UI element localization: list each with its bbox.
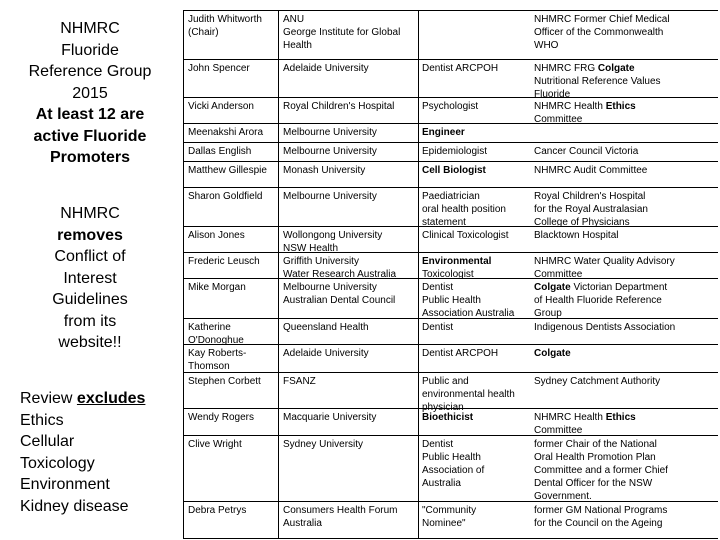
- cell-text-line: Wendy Rogers: [188, 412, 254, 423]
- cell-text-line: NHMRC Water Quality Advisory: [534, 256, 675, 267]
- member-name-cell: [188, 438, 274, 451]
- heading-line: NHMRC: [60, 20, 120, 37]
- cell-text-line: Mike Morgan: [188, 282, 246, 293]
- cell-text-line: "Community: [422, 505, 477, 516]
- cell-text-line: Psychologist: [422, 101, 479, 112]
- excluded-item: Cellular: [20, 433, 75, 450]
- cell-text-line: Dental Officer for the NSW: [534, 478, 653, 489]
- cell-text-line: Melbourne University: [283, 282, 377, 293]
- reference-group-heading: [0, 18, 180, 169]
- cell-text-line: Environmental: [422, 256, 492, 267]
- cell-text-line: Association of: [422, 465, 485, 476]
- cell-text-line: NHMRC FRG Colgate: [534, 63, 635, 74]
- cell-text-line: Sydney University: [283, 439, 364, 450]
- cell-text-line: Bioethicist: [422, 412, 474, 423]
- cell-text-line: Indigenous Dentists Association: [534, 322, 676, 333]
- institution-cell: [283, 190, 418, 203]
- cell-text-line: Engineer: [422, 127, 465, 138]
- affiliation-cell: [534, 375, 717, 388]
- table-row: [183, 97, 718, 123]
- affiliation-cell: [534, 145, 717, 158]
- cell-text-line: Committee: [534, 269, 583, 280]
- cell-text-line: Dentist: [422, 322, 454, 333]
- cell-text-line: Public and: [422, 376, 469, 387]
- table-row: [183, 10, 718, 59]
- table-row: [183, 372, 718, 413]
- review-word: Review: [20, 390, 73, 407]
- cell-text-line: oral health position: [422, 204, 506, 215]
- institution-cell: [283, 145, 418, 158]
- cell-text-line: Public Health: [422, 452, 481, 463]
- heading-bold-line: Promoters: [49, 149, 131, 166]
- excludes-word: excludes: [76, 390, 146, 407]
- note-line: website!!: [58, 334, 122, 351]
- excluded-item: Environment: [20, 476, 110, 493]
- profession-cell: [422, 62, 529, 75]
- note-line: Conflict of: [54, 248, 126, 265]
- institution-cell: [283, 321, 418, 334]
- row-divider: [183, 538, 718, 539]
- member-name-cell: [188, 62, 274, 75]
- institution-cell: [283, 347, 418, 360]
- cell-text-line: statement: [422, 217, 466, 228]
- institution-cell: [283, 62, 418, 75]
- member-name-cell: [188, 164, 274, 177]
- cell-text-line: Health: [283, 40, 312, 51]
- cell-text-line: Government.: [534, 491, 592, 502]
- cell-text-line: Dentist: [422, 439, 454, 450]
- note-line: from its: [63, 312, 117, 330]
- cell-text-line: Fluoride: [534, 89, 571, 100]
- review-excludes-line: [20, 388, 180, 410]
- institution-cell: [283, 438, 418, 451]
- cell-text-line: former Chair of the National: [534, 439, 657, 450]
- profession-cell: [422, 411, 529, 424]
- affiliation-cell: [534, 13, 717, 52]
- cell-text-line: NHMRC Health Ethics: [534, 101, 636, 112]
- institution-cell: [283, 504, 418, 530]
- cell-text-line: Thomson: [188, 361, 230, 372]
- cell-text-line: Officer of the Commonwealth: [534, 27, 664, 38]
- institution-cell: [283, 126, 418, 139]
- table-row: [183, 161, 718, 187]
- cell-text-line: Committee and a former Chief: [534, 465, 668, 476]
- cell-text-line: Meenakshi Arora: [188, 127, 264, 138]
- cell-text-line: environmental health: [422, 389, 515, 400]
- cell-text-line: Committee: [534, 114, 583, 125]
- cell-text-line: Queensland Health: [283, 322, 369, 333]
- note-line: Guidelines: [52, 291, 128, 308]
- table-row: [183, 187, 718, 226]
- members-table: [183, 10, 718, 538]
- member-name-cell: [188, 145, 274, 158]
- cell-text-line: Melbourne University: [283, 146, 377, 157]
- profession-cell: [422, 100, 529, 113]
- profession-cell: [422, 347, 529, 360]
- cell-text-line: Group: [534, 308, 562, 319]
- table-row: [183, 408, 718, 435]
- cell-text-line: former GM National Programs: [534, 505, 668, 516]
- cell-text-line: Debra Petrys: [188, 505, 247, 516]
- cell-text-line: Royal Children's Hospital: [534, 191, 646, 202]
- affiliation-cell: [534, 190, 717, 229]
- cell-text-line: for the Council on the Ageing: [534, 518, 663, 529]
- affiliation-cell: [534, 281, 717, 320]
- cell-text-line: Water Research Australia: [283, 269, 397, 280]
- cell-text-line: (Chair): [188, 27, 219, 38]
- cell-text-line: Kay Roberts-: [188, 348, 247, 359]
- cell-text-line: Nominee": [422, 518, 466, 529]
- profession-cell: [422, 438, 529, 490]
- table-row: [183, 344, 718, 372]
- institution-cell: [283, 164, 418, 177]
- cell-text-line: Australia: [283, 518, 322, 529]
- cell-text-line: Nutritional Reference Values: [534, 76, 661, 87]
- cell-text-line: Stephen Corbett: [188, 376, 261, 387]
- cell-text-line: Clinical Toxicologist: [422, 230, 509, 241]
- cell-text-line: Sydney Catchment Authority: [534, 376, 661, 387]
- heading-line: Fluoride: [61, 41, 119, 59]
- table-row: [183, 435, 718, 501]
- cell-text-line: Oral Health Promotion Plan: [534, 452, 656, 463]
- profession-cell: [422, 281, 529, 320]
- institution-cell: [283, 13, 418, 52]
- table-row: [183, 278, 718, 318]
- table-row: [183, 142, 718, 161]
- heading-bold-line: At least 12 are: [35, 106, 145, 123]
- profession-cell: [422, 126, 529, 139]
- member-name-cell: [188, 411, 274, 424]
- member-name-cell: [188, 229, 274, 242]
- cell-text-line: George Institute for Global: [283, 27, 401, 38]
- cell-text-line: NHMRC Audit Committee: [534, 165, 648, 176]
- cell-text-line: Australian Dental Council: [283, 295, 396, 306]
- heading-bold-line: active Fluoride: [33, 127, 147, 145]
- conflict-of-interest-note: [0, 203, 180, 354]
- cell-text-line: Dentist ARCPOH: [422, 63, 499, 74]
- table-row: [183, 501, 718, 538]
- member-name-cell: [188, 126, 274, 139]
- affiliation-cell: [534, 62, 717, 101]
- cell-text-line: Public Health: [422, 295, 481, 306]
- note-line: NHMRC: [60, 205, 120, 222]
- institution-cell: [283, 375, 418, 388]
- profession-cell: [422, 164, 529, 177]
- cell-text-line: Royal Children's Hospital: [283, 101, 395, 112]
- affiliation-cell: [534, 164, 717, 177]
- cell-text-line: Adelaide University: [283, 63, 369, 74]
- cell-text-line: Melbourne University: [283, 191, 377, 202]
- affiliation-cell: [534, 229, 717, 242]
- cell-text-line: Paediatrician: [422, 191, 480, 202]
- cell-text-line: of Health Fluoride Reference: [534, 295, 662, 306]
- table-row: [183, 59, 718, 100]
- excluded-item: Kidney disease: [20, 497, 129, 515]
- cell-text-line: Epidemiologist: [422, 146, 488, 157]
- heading-line: 2015: [72, 84, 108, 102]
- cell-text-line: physician: [422, 402, 464, 413]
- affiliation-cell: [534, 321, 717, 334]
- cell-text-line: NHMRC Former Chief Medical: [534, 14, 670, 25]
- member-name-cell: [188, 190, 274, 203]
- excluded-item: Ethics: [20, 411, 64, 429]
- profession-cell: [422, 145, 529, 158]
- cell-text-line: Melbourne University: [283, 127, 377, 138]
- cell-text-line: NHMRC Health Ethics: [534, 412, 636, 423]
- affiliation-cell: [534, 504, 717, 530]
- cell-text-line: WHO: [534, 40, 559, 51]
- cell-text-line: Dentist: [422, 282, 454, 293]
- note-line: Interest: [63, 269, 117, 287]
- cell-text-line: O'Donoghue: [188, 335, 244, 346]
- member-name-cell: [188, 375, 274, 388]
- member-name-cell: [188, 347, 274, 373]
- cell-text-line: Sharon Goldfield: [188, 191, 263, 202]
- left-panel: [0, 0, 180, 540]
- member-name-cell: [188, 100, 274, 113]
- table-row: [183, 123, 718, 142]
- cell-text-line: Adelaide University: [283, 348, 369, 359]
- cell-text-line: Consumers Health Forum: [283, 505, 398, 516]
- cell-text-line: Macquarie University: [283, 412, 377, 423]
- cell-text-line: Matthew Gillespie: [188, 165, 267, 176]
- institution-cell: [283, 281, 418, 307]
- cell-text-line: Dentist ARCPOH: [422, 348, 499, 359]
- profession-cell: [422, 190, 529, 229]
- table-row: [183, 226, 718, 252]
- cell-text-line: Association Australia: [422, 308, 515, 319]
- institution-cell: [283, 100, 418, 113]
- cell-text-line: NSW Health: [283, 243, 339, 254]
- member-name-cell: [188, 13, 274, 39]
- cell-text-line: John Spencer: [188, 63, 250, 74]
- table-row: [183, 318, 718, 344]
- member-name-cell: [188, 281, 274, 294]
- review-excludes-list: [20, 388, 180, 517]
- cell-text-line: for the Royal Australasian: [534, 204, 648, 215]
- note-line-emphasis: removes: [57, 226, 123, 244]
- cell-text-line: Cell Biologist: [422, 165, 486, 176]
- cell-text-line: Toxicologist: [422, 269, 474, 280]
- profession-cell: [422, 229, 529, 242]
- table-row: [183, 252, 718, 278]
- affiliation-cell: [534, 438, 717, 503]
- cell-text-line: Griffith University: [283, 256, 359, 267]
- cell-text-line: FSANZ: [283, 376, 316, 387]
- institution-cell: [283, 411, 418, 424]
- cell-text-line: ANU: [283, 14, 305, 25]
- cell-text-line: Colgate: [534, 348, 571, 359]
- cell-text-line: Alison Jones: [188, 230, 245, 241]
- affiliation-cell: [534, 411, 717, 437]
- cell-text-line: Frederic Leusch: [188, 256, 260, 267]
- heading-line: Reference Group: [28, 63, 152, 80]
- cell-text-line: Katherine: [188, 322, 231, 333]
- profession-cell: [422, 504, 529, 530]
- member-name-cell: [188, 255, 274, 268]
- cell-text-line: Monash University: [283, 165, 366, 176]
- cell-text-line: Blacktown Hospital: [534, 230, 619, 241]
- cell-text-line: Cancer Council Victoria: [534, 146, 639, 157]
- excluded-item: Toxicology: [20, 454, 95, 472]
- cell-text-line: Dallas English: [188, 146, 252, 157]
- cell-text-line: Committee: [534, 425, 583, 436]
- cell-text-line: Vicki Anderson: [188, 101, 254, 112]
- affiliation-cell: [534, 347, 717, 360]
- cell-text-line: Judith Whitworth: [188, 14, 262, 25]
- cell-text-line: Colgate Victorian Department: [534, 282, 668, 293]
- member-name-cell: [188, 504, 274, 517]
- profession-cell: [422, 321, 529, 334]
- cell-text-line: Clive Wright: [188, 439, 242, 450]
- cell-text-line: College of Physicians: [534, 217, 630, 228]
- cell-text-line: Australia: [422, 478, 461, 489]
- cell-text-line: Wollongong University: [283, 230, 383, 241]
